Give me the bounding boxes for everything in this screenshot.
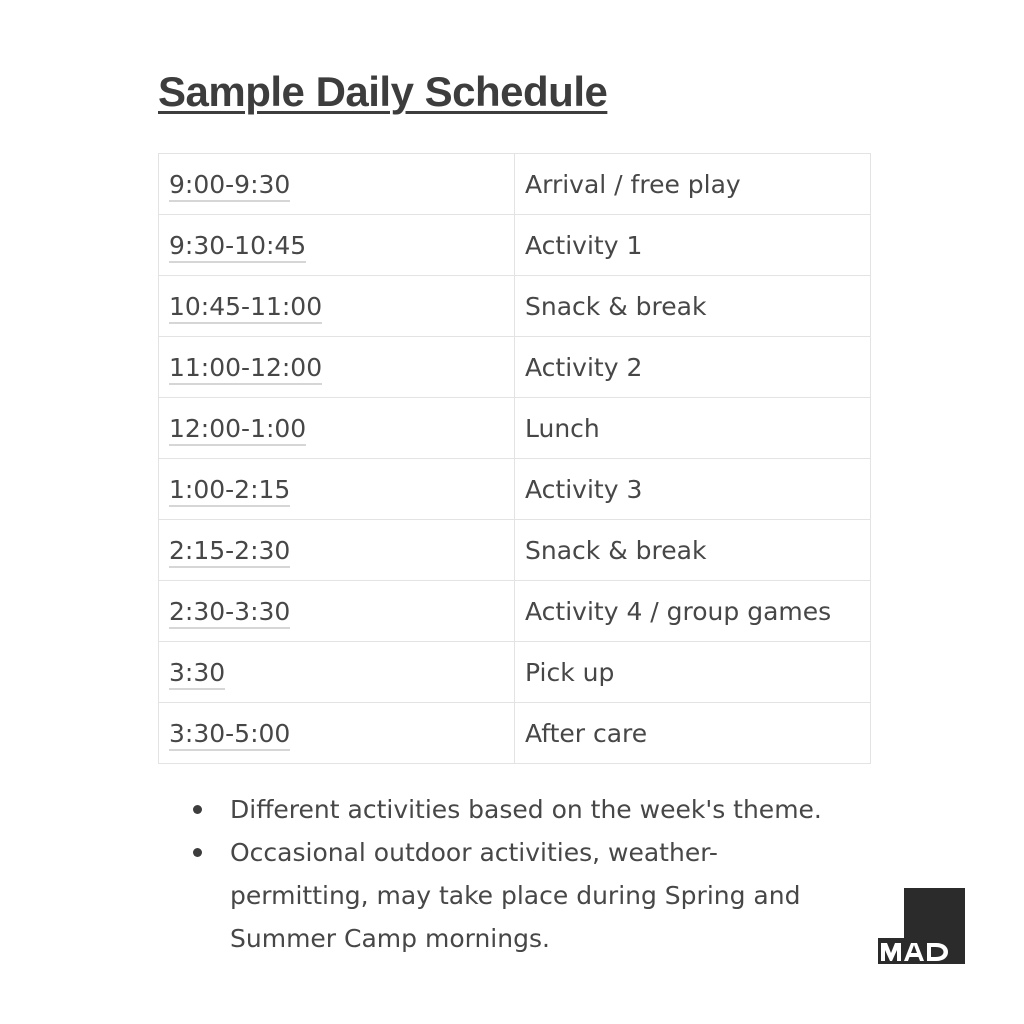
time-text: 2:15-2:30	[169, 536, 290, 568]
time-cell	[159, 703, 515, 764]
schedule-table	[158, 153, 871, 764]
time-cell	[159, 581, 515, 642]
bullet-icon	[193, 805, 202, 814]
activity-cell: After care	[515, 703, 871, 764]
activity-cell: Activity 2	[515, 337, 871, 398]
activity-cell: Snack & break	[515, 520, 871, 581]
mad-logo-icon	[878, 888, 965, 964]
list-item	[190, 831, 840, 960]
time-text: 11:00-12:00	[169, 353, 322, 385]
table-row	[159, 276, 871, 337]
activity-cell: Pick up	[515, 642, 871, 703]
note-text: Occasional outdoor activities, weather-permitting, may take place during Spring and Summer Camp mornings.	[230, 838, 801, 953]
activity-cell: Activity 4 / group games	[515, 581, 871, 642]
time-cell	[159, 215, 515, 276]
time-text: 9:30-10:45	[169, 231, 306, 263]
table-row	[159, 703, 871, 764]
activity-cell: Snack & break	[515, 276, 871, 337]
page-title: Sample Daily Schedule	[158, 68, 608, 115]
list-item	[190, 788, 840, 831]
time-text: 2:30-3:30	[169, 597, 290, 629]
table-row	[159, 154, 871, 215]
table-row	[159, 398, 871, 459]
bullet-icon	[193, 848, 202, 857]
table-row	[159, 215, 871, 276]
table-row	[159, 642, 871, 703]
time-cell	[159, 398, 515, 459]
table-row	[159, 581, 871, 642]
time-text: 3:30-5:00	[169, 719, 290, 751]
activity-cell: Activity 1	[515, 215, 871, 276]
time-cell	[159, 337, 515, 398]
time-cell	[159, 459, 515, 520]
table-row	[159, 337, 871, 398]
time-text: 12:00-1:00	[169, 414, 306, 446]
table-row	[159, 520, 871, 581]
time-text: 10:45-11:00	[169, 292, 322, 324]
time-cell	[159, 154, 515, 215]
time-text: 1:00-2:15	[169, 475, 290, 507]
time-cell	[159, 276, 515, 337]
time-cell	[159, 520, 515, 581]
notes-list	[190, 788, 840, 960]
activity-cell: Lunch	[515, 398, 871, 459]
time-cell	[159, 642, 515, 703]
activity-cell: Activity 3	[515, 459, 871, 520]
time-text: 9:00-9:30	[169, 170, 290, 202]
activity-cell: Arrival / free play	[515, 154, 871, 215]
note-text: Different activities based on the week's theme.	[230, 795, 822, 824]
table-row	[159, 459, 871, 520]
time-text: 3:30	[169, 658, 225, 690]
